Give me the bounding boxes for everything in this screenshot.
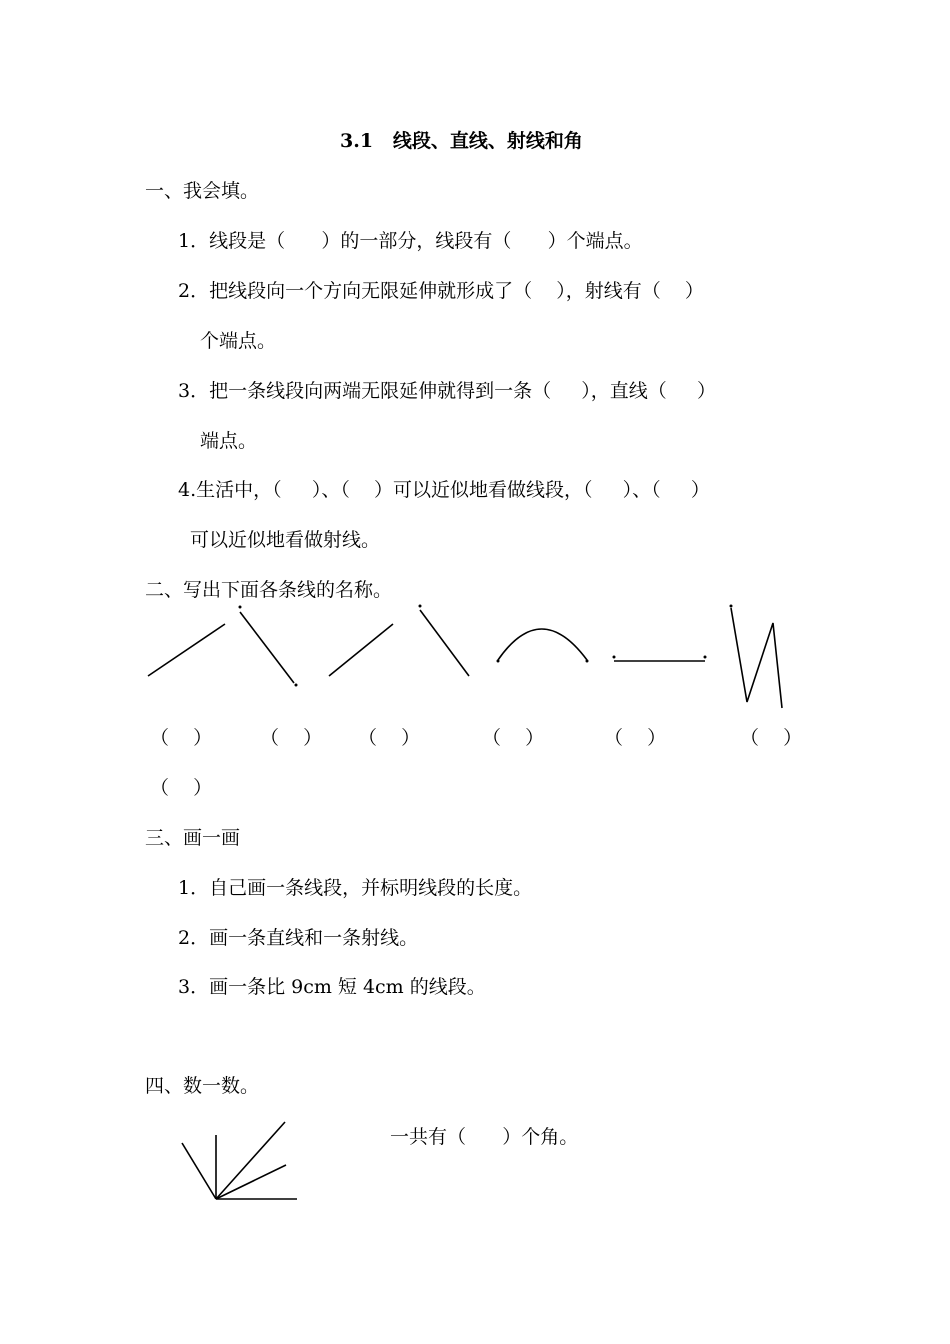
question-1-4-line1: 4.生活中，（ ）、（ ）可以近似地看做线段，（ ）、（ ） [178,479,710,501]
question-4: 一共有（ ）个角。 [390,1126,579,1148]
blank-5: （ ） [604,727,667,749]
question-3-2: 2．画一条直线和一条射线。 [178,927,419,949]
figure-zigzag-7 [731,608,782,708]
figure-line-2 [240,612,294,683]
endpoint-dot [704,656,707,659]
section-3-heading: 三、画一画 [145,827,241,849]
question-1-3-line2: 端点。 [200,430,258,452]
question-1-1: 1．线段是（ ）的一部分，线段有（ ）个端点。 [178,230,643,252]
question-1-3-line1: 3．把一条线段向两端无限延伸就得到一条（ ），直线（ ） [178,380,716,402]
blank-3: （ ） [358,727,421,749]
endpoint-dot [239,606,242,609]
blank-7: （ ） [150,777,213,799]
endpoint-dot [497,660,500,663]
question-1-2-line1: 2．把线段向一个方向无限延伸就形成了（ ），射线有（ ） [178,280,704,302]
blank-4: （ ） [482,727,545,749]
figure-line-1 [148,624,225,676]
section-4-heading: 四、数一数。 [145,1075,260,1097]
blank-6: （ ） [740,727,803,749]
angle-ray [182,1143,216,1199]
question-1-2-line2: 个端点。 [200,330,277,352]
page-title: 3.1 线段、直线、射线和角 [340,130,583,152]
blank-1: （ ） [150,727,213,749]
endpoint-dot [613,656,616,659]
question-3-3: 3．画一条比 9cm 短 4cm 的线段。 [178,976,486,998]
section-1-heading: 一、我会填。 [145,180,260,202]
section-2-heading: 二、写出下面各条线的名称。 [145,579,393,601]
figure-line-4 [420,610,469,676]
endpoint-dot [730,605,733,608]
figure-line-3 [329,624,393,676]
endpoint-dot [295,684,298,687]
blank-2: （ ） [260,727,323,749]
question-1-4-line2: 可以近似地看做射线。 [190,529,381,551]
angle-ray [216,1122,285,1199]
endpoint-dot [419,605,422,608]
endpoint-dot [586,660,589,663]
question-3-1: 1．自己画一条线段，并标明线段的长度。 [178,877,533,899]
angle-ray [216,1165,286,1199]
figure-curve-5 [498,629,587,660]
